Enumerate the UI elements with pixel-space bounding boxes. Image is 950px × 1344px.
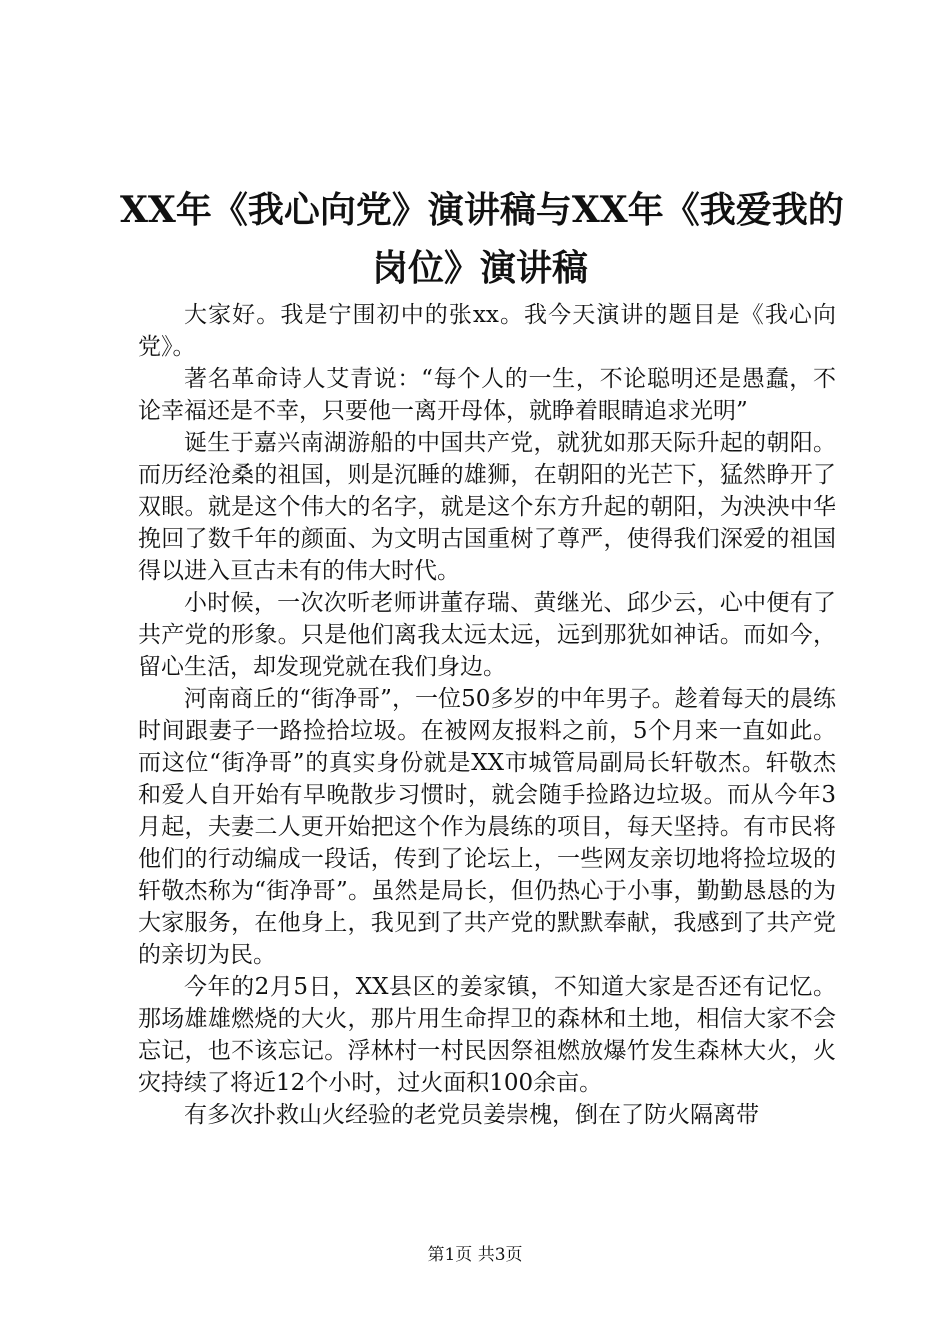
document-title-line-1: XX年《我心向党》演讲稿与XX年《我爱我的 (120, 189, 844, 231)
paragraph: 有多次扑救山火经验的老党员姜崇槐，倒在了防火隔离带 (184, 1102, 759, 1128)
paragraph: 诞生于嘉兴南湖游船的中国共产党，就犹如那天际升起的朝阳。而历经沧桑的祖国，则是沉睡的雄狮，在朝阳的光芒下，猛然睁开了双眼。就是这个伟大的名字，就是这个东方升起的朝阳，为泱泱中华挽回了数千年的颜面、为文明古国重树了尊严，使得我们深爱的祖国得以进入亘古未有的伟大时代。 (138, 430, 836, 584)
document-body (138, 299, 836, 1131)
paragraph: 大家好。我是宁围初中的张xx。我今天演讲的题目是《我心向党》。 (138, 302, 836, 360)
paragraph: 著名革命诗人艾青说：“每个人的一生，不论聪明还是愚蠢，不论幸福还是不幸，只要他一离开母体，就睁着眼睛追求光明” (138, 366, 836, 424)
page-footer: 第1页 共3页 (427, 1245, 523, 1265)
paragraph: 河南商丘的“街净哥”，一位50多岁的中年男子。趁着每天的晨练时间跟妻子一路捡拾垃圾。在被网友报料之前，5个月来一直如此。而这位“街净哥”的真实身份就是XX市城管局副局长轩敬杰。轩敬杰和爱人自开始有早晚散步习惯时，就会随手捡路边垃圾。而从今年3月起，夫妻二人更开始把这个作为晨练的项目，每天坚持。有市民将他们的行动编成一段话，传到了论坛上，一些网友亲切地将捡垃圾的轩敬杰称为“街净哥”。虽然是局长，但仍热心于小事，勤勤恳恳的为大家服务，在他身上，我见到了共产党的默默奉献，我感到了共产党的亲切为民。 (138, 686, 836, 968)
document-title-line-2: 岗位》演讲稿 (371, 247, 588, 289)
paragraph: 今年的2月5日，XX县区的姜家镇，不知道大家是否还有记忆。那场雄雄燃烧的大火，那片用生命捍卫的森林和土地，相信大家不会忘记，也不该忘记。浮林村一村民因祭祖燃放爆竹发生森林大火，火灾持续了将近12个小时，过火面积100余亩。 (138, 974, 836, 1096)
paragraph: 小时候，一次次听老师讲董存瑞、黄继光、邱少云，心中便有了共产党的形象。只是他们离我太远太远，远到那犹如神话。而如今，留心生活，却发现党就在我们身边。 (138, 590, 836, 680)
